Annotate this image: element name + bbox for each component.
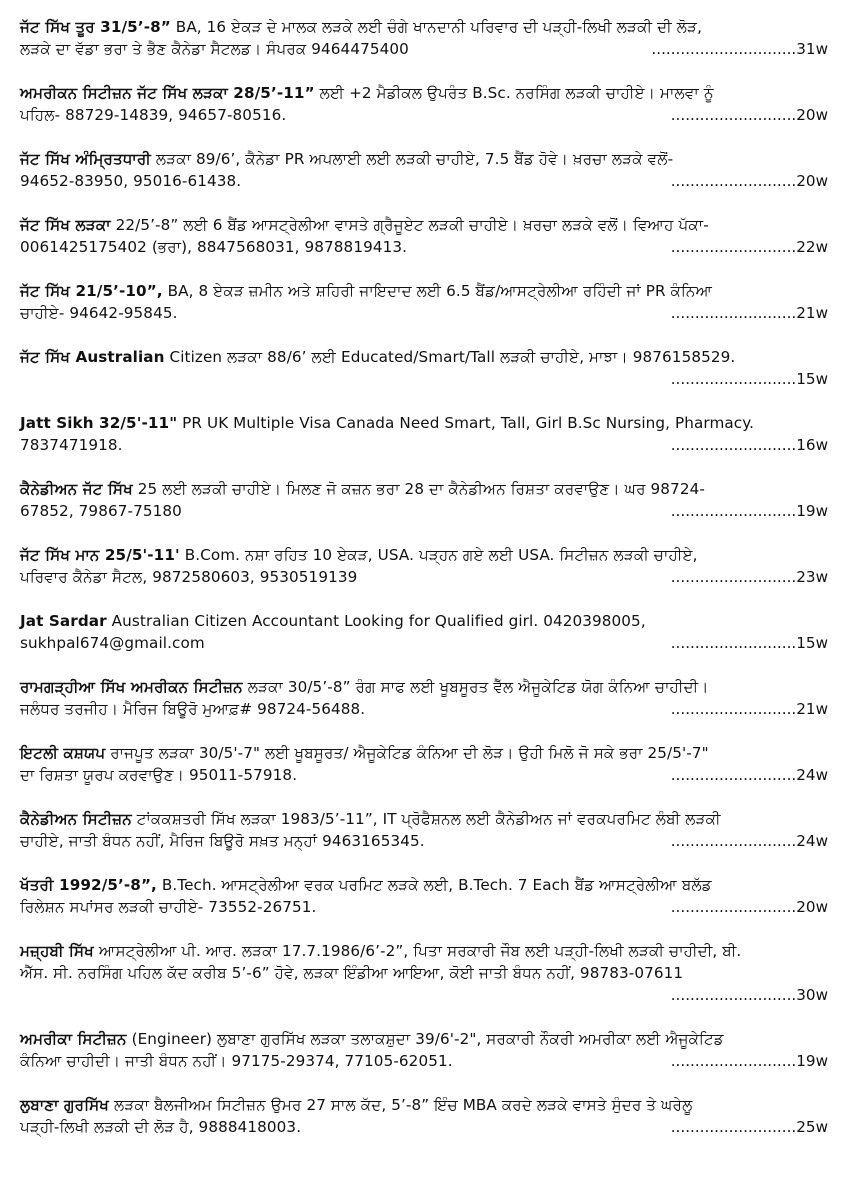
ad-price: ..........................24w: [670, 832, 828, 850]
classified-ad: [20, 1094, 828, 1138]
classified-ad: [20, 82, 828, 126]
classified-ad: [20, 940, 828, 1006]
ad-price: ..........................20w: [670, 898, 828, 916]
ad-headline: ਜੱਟ ਸਿੱਖ ਮਾਨ 25/5'-11': [20, 546, 180, 564]
ad-price: ..........................15w: [670, 634, 828, 652]
classified-ad: [20, 412, 828, 456]
ad-headline: ਅਮਰੀਕਾ ਸਿਟੀਜ਼ਨ: [20, 1030, 127, 1048]
ad-price: ..........................20w: [670, 106, 828, 124]
ad-price: ..........................21w: [670, 700, 828, 718]
ad-text: 25 ਲਈ ਲੜਕੀ ਚਾਹੀਏ। ਮਿਲਣ ਜੋ ਕਜ਼ਨ ਭਰਾ 28 ਦਾ ਕੈਨੇਡੀਅਨ ਰਿਸ਼ਤਾ ਕਰਵਾਉਣ। ਘਰ 98724-: [137, 480, 705, 498]
ad-headline: ਕੈਨੇਡੀਅਨ ਜੱਟ ਸਿੱਖ: [20, 480, 133, 498]
classified-ad: [20, 346, 828, 390]
ad-text: B.Com. ਨਸ਼ਾ ਰਹਿਤ 10 ਏਕੜ, USA. ਪੜ੍ਹਨ ਗਏ ਲਈ USA. ਸਿਟੀਜ਼ਨ ਲੜਕੀ ਚਾਹੀਏ,: [184, 546, 698, 564]
ad-headline: ਲੁਬਾਣਾ ਗੁਰਸਿੱਖ: [20, 1096, 110, 1114]
ad-text: ਲੜਕਾ ਬੈਲਜੀਅਮ ਸਿਟੀਜ਼ਨ ਉਮਰ 27 ਸਾਲ ਕੱਦ, 5’-8” ਇੰਚ MBA ਕਰਦੇ ਲੜਕੇ ਵਾਸਤੇ ਸੁੰਦਰ ਤੇ ਘਰੇਲੂ: [113, 1096, 693, 1114]
ad-text: (Engineer) ਲੁਬਾਣਾ ਗੁਰਸਿੱਖ ਲੜਕਾ ਤਲਾਕਸ਼ੁਦਾ 39/6'-2", ਸਰਕਾਰੀ ਨੌਕਰੀ ਅਮਰੀਕਾ ਲਈ ਐਜੂਕੇਟਿਡ: [131, 1030, 724, 1048]
ad-price: ..........................19w: [670, 502, 828, 520]
ad-headline: ਅਮਰੀਕਨ ਸਿਟੀਜ਼ਨ ਜੱਟ ਸਿੱਖ ਲੜਕਾ 28/5’-11”: [20, 84, 315, 102]
ad-text: 94652-83950, 95016-61438.: [20, 172, 242, 190]
ad-text: ਲੜਕਾ 30/5’-8” ਰੰਗ ਸਾਫ ਲਈ ਖੂਬਸੂਰਤ ਵੈੱਲ ਐਜੂਕੇਟਿਡ ਯੋਗ ਕੰਨਿਆ ਚਾਹੀਦੀ।: [247, 678, 709, 696]
ad-text: ਚਾਹੀਏ, ਜਾਤੀ ਬੰਧਨ ਨਹੀਂ, ਮੈਰਿਜ ਬਿਊਰੋ ਸਖ਼ਤ ਮਨ੍ਹਾਂ 9463165345.: [20, 832, 425, 850]
ad-price: ..........................22w: [670, 238, 828, 256]
ad-text: ਰਾਜਪੂਤ ਲੜਕਾ 30/5'-7" ਲਈ ਖੂਬਸੂਰਤ/ ਐਜੂਕੇਟਿਡ ਕੰਨਿਆ ਦੀ ਲੋੜ। ਉਹੀ ਮਿਲੋ ਜੋ ਸਕੇ ਭਰਾ 25/5'-7": [110, 744, 709, 762]
ad-price: ..........................30w: [670, 986, 828, 1004]
classified-ad: [20, 742, 828, 786]
ad-headline: ਜੱਟ ਸਿੱਖ ਅੰਮ੍ਰਿਤਧਾਰੀ: [20, 150, 151, 168]
ad-text: ਕੰਨਿਆ ਚਾਹੀਦੀ। ਜਾਤੀ ਬੰਧਨ ਨਹੀਂ। 97175-29374, 77105-62051.: [20, 1052, 453, 1070]
classified-ad: [20, 16, 828, 60]
ad-text: B.Tech. ਆਸਟ੍ਰੇਲੀਆ ਵਰਕ ਪਰਮਿਟ ਲੜਕੇ ਲਈ, B.Tech. 7 Each ਬੈਂਡ ਆਸਟ੍ਰੇਲੀਆ ਬਲੱਡ: [161, 876, 712, 894]
classified-ad: [20, 874, 828, 918]
ad-headline: ਜੱਟ ਸਿੱਖ Australian: [20, 348, 165, 366]
ad-price: ..........................25w: [670, 1118, 828, 1136]
ad-text: ਜਲੰਧਰ ਤਰਜੀਹ। ਮੈਰਿਜ ਬਿਊਰੋ ਮੁਆਫ਼# 98724-56488.: [20, 700, 366, 718]
ad-text: ਆਸਟ੍ਰੇਲੀਆ ਪੀ. ਆਰ. ਲੜਕਾ 17.7.1986/6’-2”, ਪਿਤਾ ਸਰਕਾਰੀ ਜੌਬ ਲਈ ਪੜ੍ਹੀ-ਲਿਖੀ ਲੜਕੀ ਚਾਹੀਦੀ, ਬੀ.: [98, 942, 742, 960]
ad-text: ਰਿਲੇਸ਼ਨ ਸਪਾਂਸਰ ਲੜਕੀ ਚਾਹੀਏ- 73552-26751.: [20, 898, 317, 916]
ad-text: ਪੜ੍ਹੀ-ਲਿਖੀ ਲੜਕੀ ਦੀ ਲੋੜ ਹੈ, 9888418003.: [20, 1118, 302, 1136]
classified-ad: [20, 214, 828, 258]
ad-text: ਲੜਕੇ ਦਾ ਵੱਡਾ ਭਰਾ ਤੇ ਭੈਣ ਕੈਨੇਡਾ ਸੈਟਲਡ। ਸੰਪਰਕ 9464475400: [20, 40, 409, 58]
classified-ad: [20, 610, 828, 654]
ad-headline: Jatt Sikh 32/5'-11": [20, 414, 178, 432]
ad-price: ..........................24w: [670, 766, 828, 784]
ad-text: ਪਹਿਲ- 88729-14839, 94657-80516.: [20, 106, 287, 124]
ad-text: ਪਰਿਵਾਰ ਕੈਨੇਡਾ ਸੈਟਲ, 9872580603, 9530519139: [20, 568, 358, 586]
ad-price: ..........................19w: [670, 1052, 828, 1070]
classified-ad: [20, 544, 828, 588]
ad-headline: ਜੱਟ ਸਿੱਖ ਲੜਕਾ: [20, 216, 111, 234]
classified-ad: [20, 1028, 828, 1072]
ad-text: BA, 8 ਏਕੜ ਜ਼ਮੀਨ ਅਤੇ ਸ਼ਹਿਰੀ ਜਾਇਦਾਦ ਲਈ 6.5 ਬੈਂਡ/ਆਸਟ੍ਰੇਲੀਆ ਰਹਿੰਦੀ ਜਾਂ PR ਕੰਨਿਆ: [167, 282, 713, 300]
ad-text: ਲਈ +2 ਮੈਡੀਕਲ ਉਪਰੰਤ B.Sc. ਨਰਸਿੰਗ ਲੜਕੀ ਚਾਹੀਏ। ਮਾਲਵਾ ਨੂੰ: [319, 84, 714, 102]
classified-ad: [20, 280, 828, 324]
ad-text: 0061425175402 (ਭਰਾ), 8847568031, 9878819413.: [20, 238, 408, 256]
ad-text: ਦਾ ਰਿਸ਼ਤਾ ਯੂਰਪ ਕਰਵਾਉਣ। 95011-57918.: [20, 766, 298, 784]
ad-text: Citizen ਲੜਕਾ 88/6’ ਲਈ Educated/Smart/Tall ਲੜਕੀ ਚਾਹੀਏ, ਮਾਝਾ। 9876158529.: [169, 348, 736, 366]
ad-headline: ਕੈਨੇਡੀਅਨ ਸਿਟੀਜ਼ਨ: [20, 810, 132, 828]
classified-ad: [20, 676, 828, 720]
ad-price: ..........................21w: [670, 304, 828, 322]
ad-text: ਐੱਸ. ਸੀ. ਨਰਸਿੰਗ ਪਹਿਲ ਕੱਦ ਕਰੀਬ 5’-6” ਹੋਵੇ, ਲੜਕਾ ਇੰਡੀਆ ਆਇਆ, ਕੋਈ ਜਾਤੀ ਬੰਧਨ ਨਹੀਂ, 98783-07611: [20, 964, 684, 982]
ad-headline: Jat Sardar: [20, 612, 107, 630]
ad-headline: ਜੱਟ ਸਿੱਖ 21/5’-10”,: [20, 282, 163, 300]
ad-text: BA, 16 ਏਕੜ ਦੇ ਮਾਲਕ ਲੜਕੇ ਲਈ ਚੰਗੇ ਖਾਨਦਾਨੀ ਪਰਿਵਾਰ ਦੀ ਪੜ੍ਹੀ-ਲਿਖੀ ਲੜਕੀ ਦੀ ਲੋੜ,: [175, 18, 703, 36]
ad-text: 67852, 79867-75180: [20, 502, 182, 520]
ad-text: Australian Citizen Accountant Looking for Qualified girl. 0420398005,: [111, 612, 646, 630]
ad-headline: ਖੱਤਰੀ 1992/5’-8”,: [20, 876, 157, 894]
classified-ad: [20, 478, 828, 522]
classified-ad: [20, 808, 828, 852]
ad-text: ਚਾਹੀਏ- 94642-95845.: [20, 304, 178, 322]
ad-text: 22/5’-8” ਲਈ 6 ਬੈਂਡ ਆਸਟ੍ਰੇਲੀਆ ਵਾਸਤੇ ਗ੍ਰੈਜੂਏਟ ਲੜਕੀ ਚਾਹੀਏ। ਖ਼ਰਚਾ ਲੜਕੇ ਵਲੋਂ। ਵਿਆਹ ਪੱਕਾ-: [115, 216, 709, 234]
ad-price: ..........................15w: [670, 370, 828, 388]
ad-headline: ਮਜ਼੍ਹਬੀ ਸਿੱਖ: [20, 942, 94, 960]
ad-text: 7837471918.: [20, 436, 123, 454]
ad-price: ..........................23w: [670, 568, 828, 586]
ad-text: ਲੜਕਾ 89/6’, ਕੈਨੇਡਾ PR ਅਪਲਾਈ ਲਈ ਲੜਕੀ ਚਾਹੀਏ, 7.5 ਬੈਂਡ ਹੋਵੇ। ਖ਼ਰਚਾ ਲੜਕੇ ਵਲੋਂ-: [155, 150, 674, 168]
ad-headline: ਜੱਟ ਸਿੱਖ ਤੂਰ 31/5’-8”: [20, 18, 171, 36]
ad-text: ਟਾਂਕਕਸ਼ਤਰੀ ਸਿੱਖ ਲੜਕਾ 1983/5’-11”, IT ਪ੍ਰੋਫੈਸ਼ਨਲ ਲਈ ਕੈਨੇਡੀਅਨ ਜਾਂ ਵਰਕਪਰਮਿਟ ਲੰਬੀ ਲੜਕੀ: [136, 810, 721, 828]
classified-ad: [20, 148, 828, 192]
ad-headline: ਰਾਮਗੜ੍ਹੀਆ ਸਿੱਖ ਅਮਰੀਕਨ ਸਿਟੀਜ਼ਨ: [20, 678, 243, 696]
ad-price: ..........................16w: [670, 436, 828, 454]
ad-price: ..............................31w: [651, 40, 828, 58]
ad-price: ..........................20w: [670, 172, 828, 190]
ad-headline: ਇਟਲੀ ਕਸ਼ਯਪ: [20, 744, 106, 762]
ad-email: sukhpal674@gmail.com: [20, 634, 205, 652]
ad-text: PR UK Multiple Visa Canada Need Smart, Tall, Girl B.Sc Nursing, Pharmacy.: [182, 414, 755, 432]
